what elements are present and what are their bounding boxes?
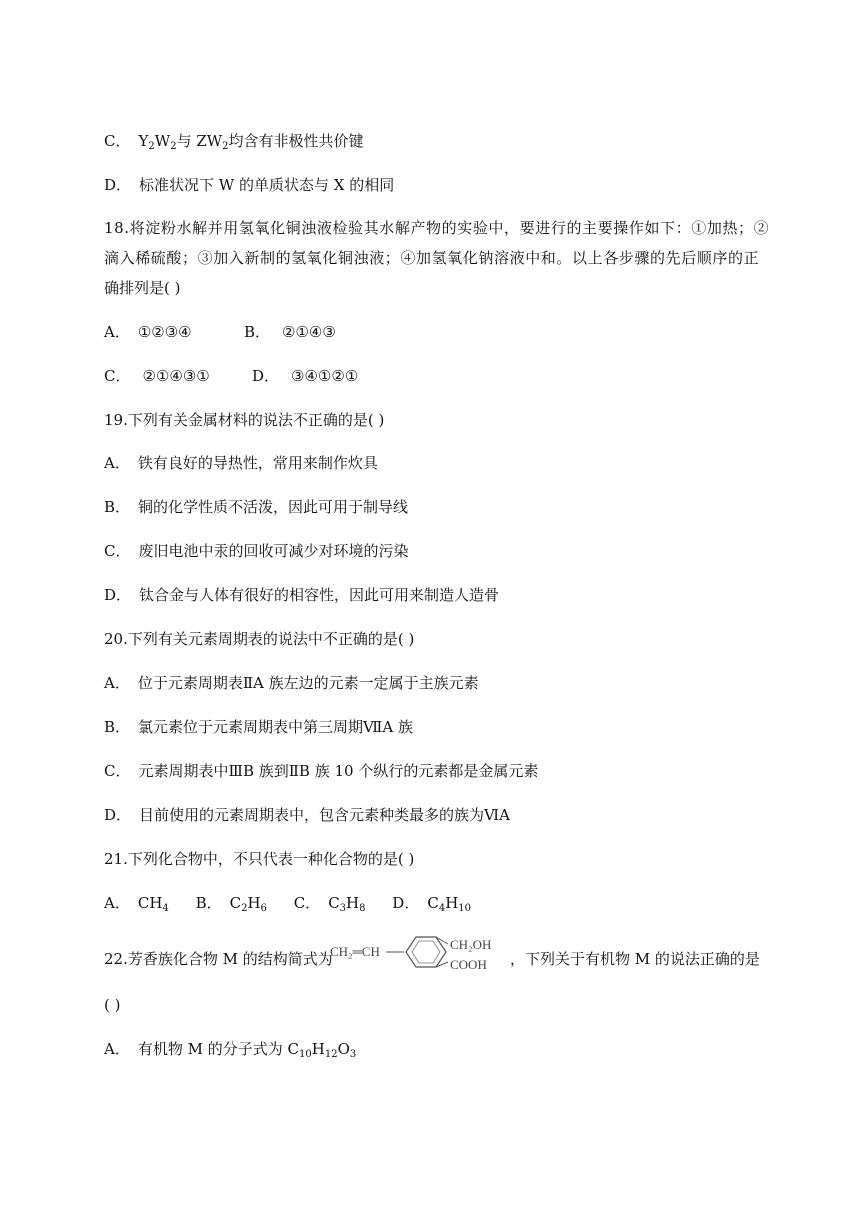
subscript: 10 [299,1049,312,1060]
option-label: B． [195,894,222,912]
option-label: C． [104,762,131,780]
q22-option-a [104,1039,356,1059]
subscript: 6 [260,903,267,914]
formula-part: 有机物 M 的分子式为 C [137,1040,299,1058]
q18-option-a [104,322,192,342]
subscript: 3 [339,903,347,914]
formula-part: C [229,894,242,912]
option-text: 均含有非极性共价键 [228,132,364,150]
option-label: A． [104,323,130,341]
formula-part: H [346,894,360,912]
vinyl-group-label: CH₂═CH [330,944,380,959]
option-text: ②①④③ [282,323,336,341]
q17-option-d [104,175,394,195]
q21-option-b [196,894,267,912]
q18-option-d [252,366,358,386]
option-text: 铁有良好的导热性，常用来制作炊具 [137,454,378,472]
q22-stem-post: ，下列关于有机物 M 的说法正确的是 [510,950,760,968]
formula-part: C [427,894,439,912]
option-label: B． [244,323,271,341]
q19-option-d [104,585,499,605]
option-label: A． [104,894,130,912]
q21-option-a [104,894,169,912]
q20-option-d [104,805,510,825]
subscript: 8 [359,903,366,914]
option-text: 废旧电池中汞的回收可减少对环境的污染 [138,542,409,560]
option-label: C． [104,367,131,385]
formula-part: W [154,132,171,150]
hydroxymethyl-group-label: CH₂OH [450,937,492,952]
option-label: C． [104,132,131,150]
q18-stem-line3: 确排列是( ) [104,279,181,297]
formula-part: H [445,894,459,912]
option-label: D． [392,894,420,912]
subscript: 12 [324,1049,338,1060]
subscript: 2 [241,903,248,914]
option-text: 钛合金与人体有很好的相容性，因此可用来制造人造骨 [139,586,500,604]
q19-option-b [104,497,408,517]
formula-part: H [311,1040,325,1058]
option-label: B． [104,498,131,516]
q18-stem-line1: 18.将淀粉水解并用氢氧化铜浊液检验其水解产物的实验中，要进行的主要操作如下：①加热；② [104,219,770,237]
structural-formula-m [328,934,506,978]
option-label: D． [252,367,280,385]
option-label: D． [104,806,132,824]
q20-option-a [104,673,479,693]
q21-options [104,893,471,913]
option-label: A． [104,1040,130,1058]
option-label: A． [104,454,130,472]
option-text: ③④①②① [291,367,359,385]
formula-part: CH [137,894,163,912]
option-label: D． [104,586,132,604]
q18-option-c [104,366,210,386]
option-text: 位于元素周期表ⅡA 族左边的元素一定属于主族元素 [137,674,479,692]
subscript: 2 [170,141,177,152]
formula-part: 与 ZW [176,132,223,150]
subscript: 4 [162,903,169,914]
subscript: 10 [458,903,472,914]
option-text: ②①④③① [142,367,210,385]
q20-option-c [104,761,538,781]
option-label: C． [293,894,321,912]
formula-part: H [247,894,261,912]
carboxyl-group-label: COOH [450,957,487,972]
formula-part: O [337,1040,350,1058]
subscript: 2 [222,141,229,152]
option-label: D． [104,176,132,194]
option-label: B． [104,718,131,736]
q22-stem-pre: 22.芳香族化合物 M 的结构简式为 [104,950,333,968]
q19-stem: 19.下列有关金属材料的说法不正确的是( ) [104,411,385,429]
subscript: 3 [349,1049,357,1060]
option-text: 目前使用的元素周期表中，包含元素种类最多的族为ⅥA [139,806,510,824]
benzene-inner-ring [412,941,440,963]
q19-option-a [104,453,378,473]
q18-stem-line2: 滴入稀硫酸；③加入新制的氢氧化铜浊液；④加氢氧化钠溶液中和。以上各步骤的先后顺序的正 [104,249,760,267]
q20-option-b [104,717,413,737]
subscript: 2 [148,141,155,152]
q18-option-b [244,322,336,342]
option-text: 元素周期表中ⅢB 族到ⅡB 族 10 个纵行的元素都是金属元素 [138,762,539,780]
option-text: 标准状况下 W 的单质状态与 X 的相同 [139,176,395,194]
q21-option-d [392,894,471,912]
q20-stem: 20.下列有关元素周期表的说法中不正确的是( ) [104,630,415,648]
q17-option-c [104,131,364,151]
formula-part: Y [138,132,149,150]
option-text: 氯元素位于元素周期表中第三周期ⅦA 族 [138,718,413,736]
q19-option-c [104,541,409,561]
formula-part: C [328,894,340,912]
subscript: 4 [438,903,446,914]
option-text: ①②③④ [137,323,192,341]
q22-stem-line2: ( ) [104,996,121,1014]
q21-option-c [294,894,366,912]
option-text: 铜的化学性质不活泼，因此可用于制导线 [138,498,409,516]
option-label: A． [104,674,130,692]
option-label: C． [104,542,131,560]
q21-stem: 21.下列化合物中，不只代表一种化合物的是( ) [104,850,415,868]
